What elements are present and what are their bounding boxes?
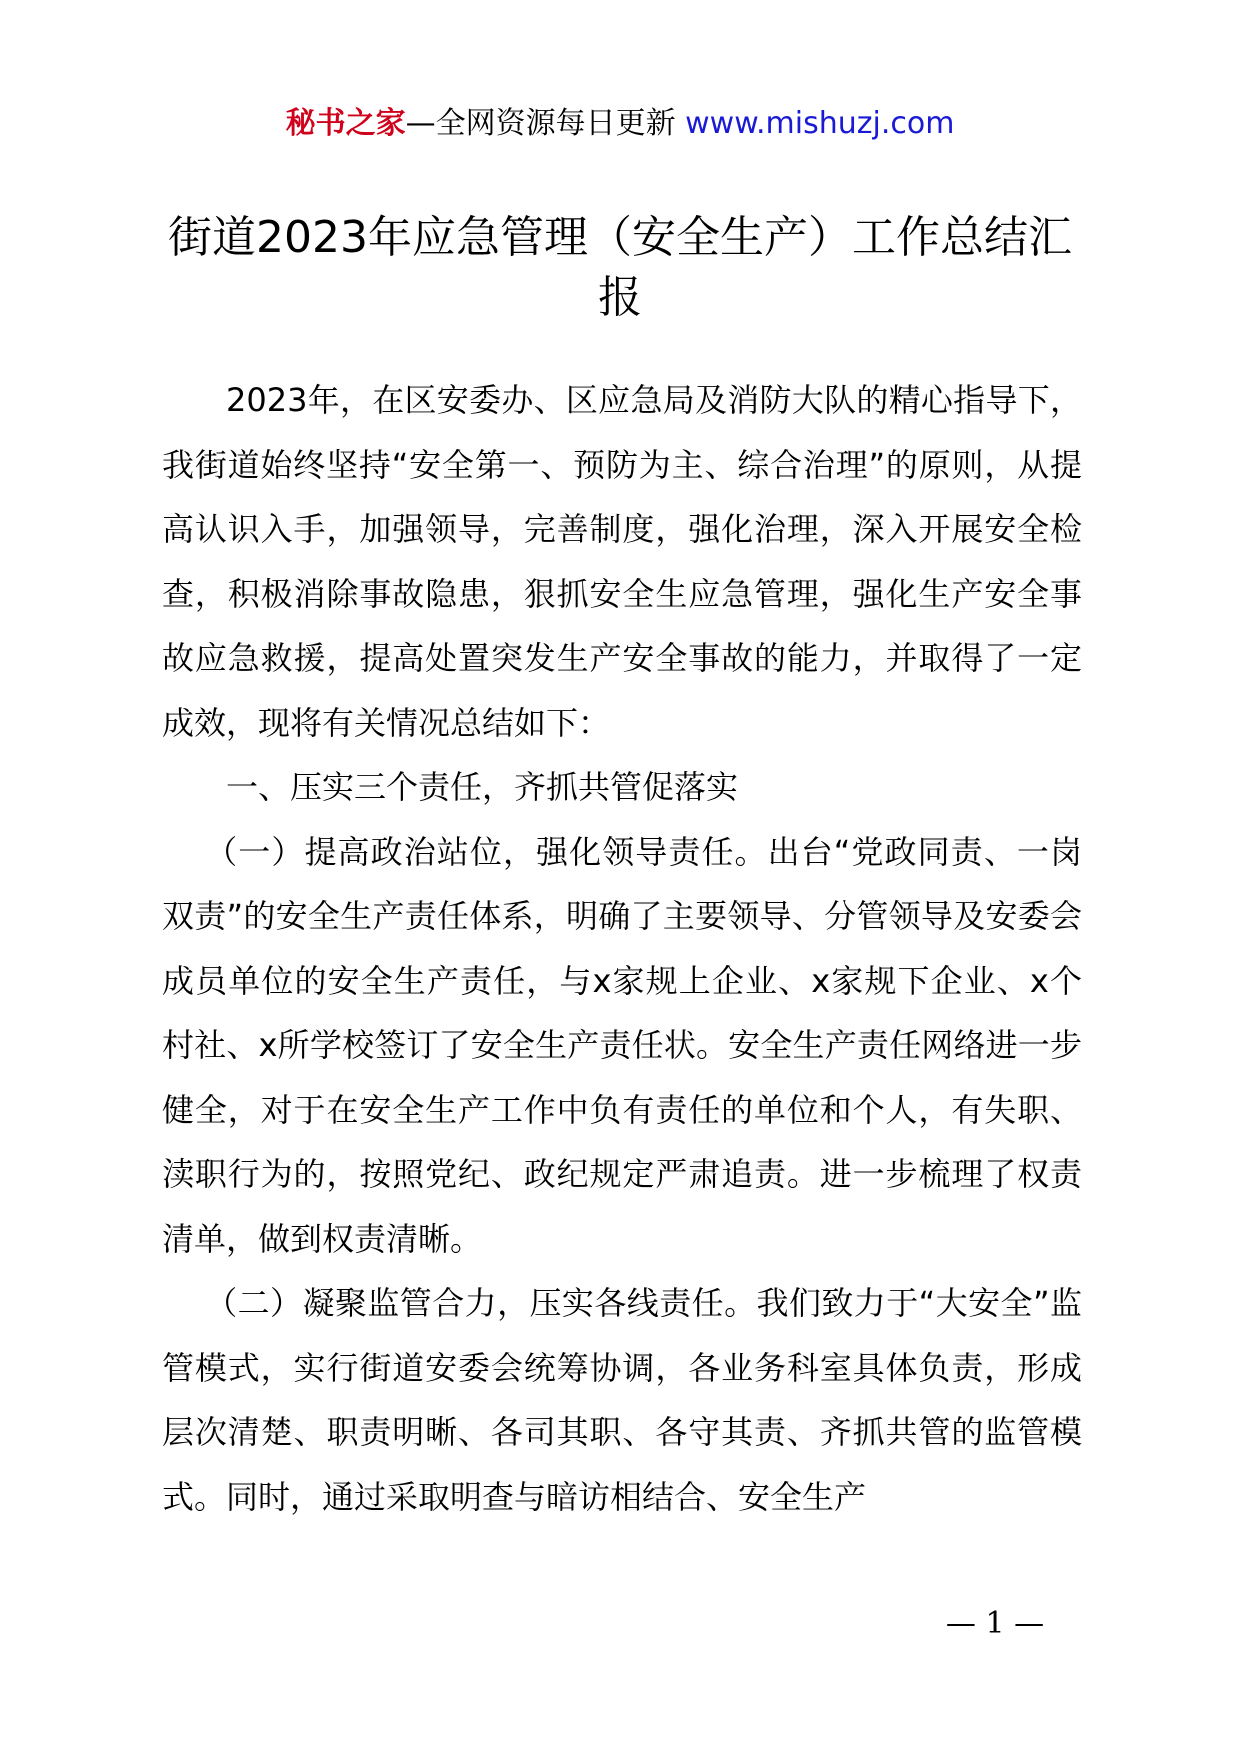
paragraph-subsection-1: （一）提高政治站位，强化领导责任。出台“党政同责、一岗双责”的安全生产责任体系，明确了主要领导、分管领导及安委会成员单位的安全生产责任，与x家规上企业、x家规下企业、x个村社、x所学校签订了安全生产责任状。安全生产责任网络进一步健全，对于在安全生产工作中负有责任的单位和个人，有失职、渎职行为的，按照党纪、政纪规定严肃追责。进一步梳理了权责清单，做到权责清晰。: [162, 832, 1082, 1258]
paragraph-subsection-2: （二）凝聚监管合力，压实各线责任。我们致力于“大安全”监管模式，实行街道安委会统筹协调，各业务科室具体负责，形成层次清楚、职责明晰、各司其职、各守其责、齐抓共管的监管模式。同时，通过采取明查与暗访相结合、安全生产: [162, 1284, 1082, 1516]
page-number: — 1 —: [945, 1606, 1045, 1641]
section-heading-1: 一、压实三个责任，齐抓共管促落实: [226, 768, 739, 806]
site-header: [0, 100, 1240, 148]
document-title: 街道2023年应急管理（安全生产）工作总结汇报: [168, 212, 1072, 323]
site-url[interactable]: www.mishuzj.com: [685, 106, 955, 141]
paragraph-intro: 2023年，在区安委办、区应急局及消防大队的精心指导下，我街道始终坚持“安全第一、预防为主、综合治理”的原则，从提高认识入手，加强领导，完善制度，强化治理，深入开展安全检查，积极消除事故隐患，狠抓安全生应急管理，强化生产安全事故应急救援，提高处置突发生产安全事故的能力，并取得了一定成效，现将有关情况总结如下：: [162, 381, 1082, 742]
site-tagline: —全网资源每日更新: [405, 106, 686, 141]
site-brand: 秘书之家: [285, 106, 406, 141]
document-body: [162, 368, 1082, 1529]
